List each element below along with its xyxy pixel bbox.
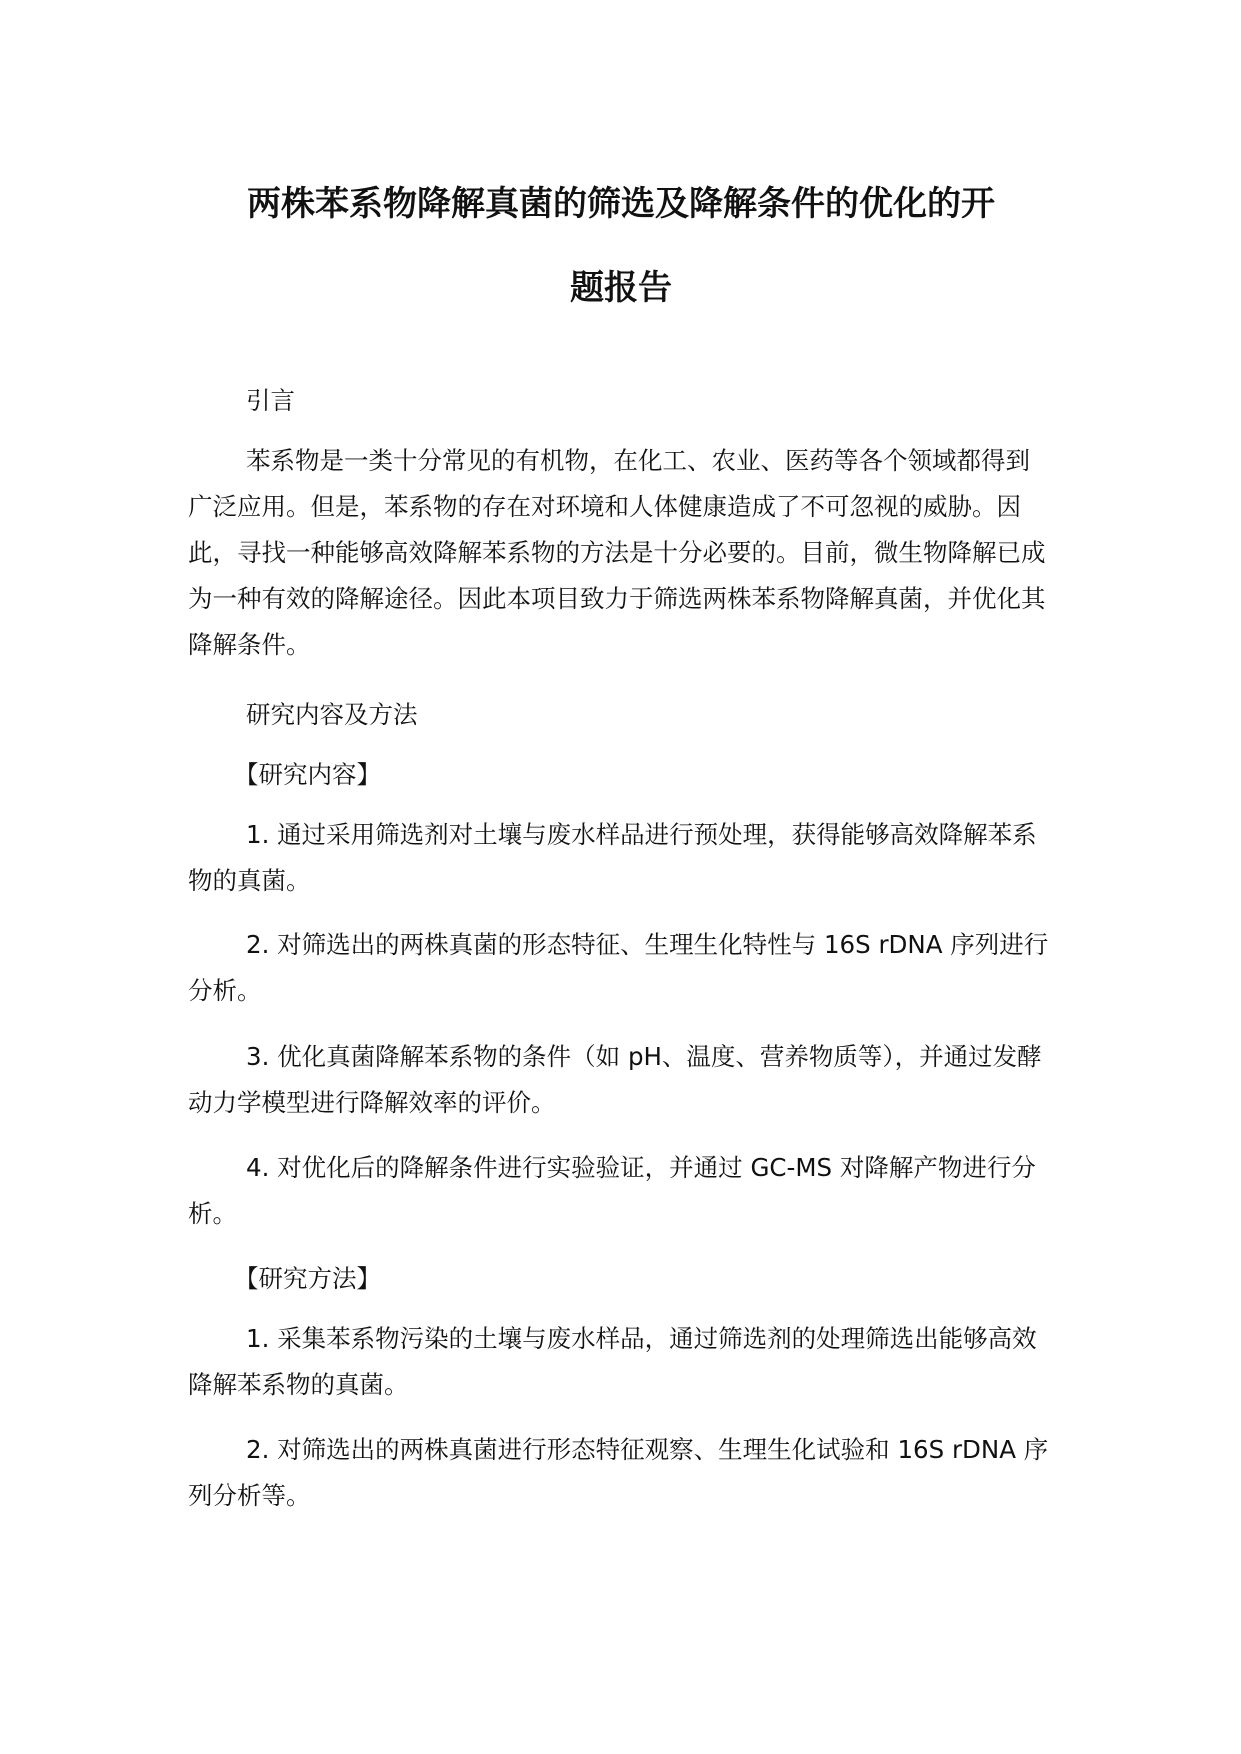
research-content-heading: 【研究内容】: [234, 760, 381, 789]
research-method-heading: 【研究方法】: [234, 1264, 381, 1293]
content-item-2: 2. 对筛选出的两株真菌的形态特征、生理生化特性与 16S rDNA 序列进行分析。: [188, 930, 1049, 1005]
methods-heading: 研究内容及方法: [246, 700, 418, 729]
intro-heading: 引言: [246, 386, 295, 415]
method-item-1: 1. 采集苯系物污染的土壤与废水样品，通过筛选剂的处理筛选出能够高效降解苯系物的真菌。: [188, 1324, 1037, 1399]
intro-paragraph: 苯系物是一类十分常见的有机物，在化工、农业、医药等各个领域都得到广泛应用。但是，苯系物的存在对环境和人体健康造成了不可忽视的威胁。因此，寻找一种能够高效降解苯系物的方法是十分必要的。目前，微生物降解已成为一种有效的降解途径。因此本项目致力于筛选两株苯系物降解真菌，并优化其降解条件。: [188, 446, 1046, 659]
content-item-3: 3. 优化真菌降解苯系物的条件（如 pH、温度、营养物质等），并通过发酵动力学模型进行降解效率的评价。: [188, 1042, 1042, 1117]
document-title-line-2: 题报告: [570, 268, 672, 308]
content-item-4: 4. 对优化后的降解条件进行实验验证，并通过 GC-MS 对降解产物进行分析。: [188, 1153, 1036, 1228]
content-item-1: 1. 通过采用筛选剂对土壤与废水样品进行预处理，获得能够高效降解苯系物的真菌。: [188, 820, 1037, 895]
document-title-line-1: 两株苯系物降解真菌的筛选及降解条件的优化的开: [247, 184, 995, 224]
method-item-2: 2. 对筛选出的两株真菌进行形态特征观察、生理生化试验和 16S rDNA 序列分析等。: [188, 1435, 1049, 1510]
